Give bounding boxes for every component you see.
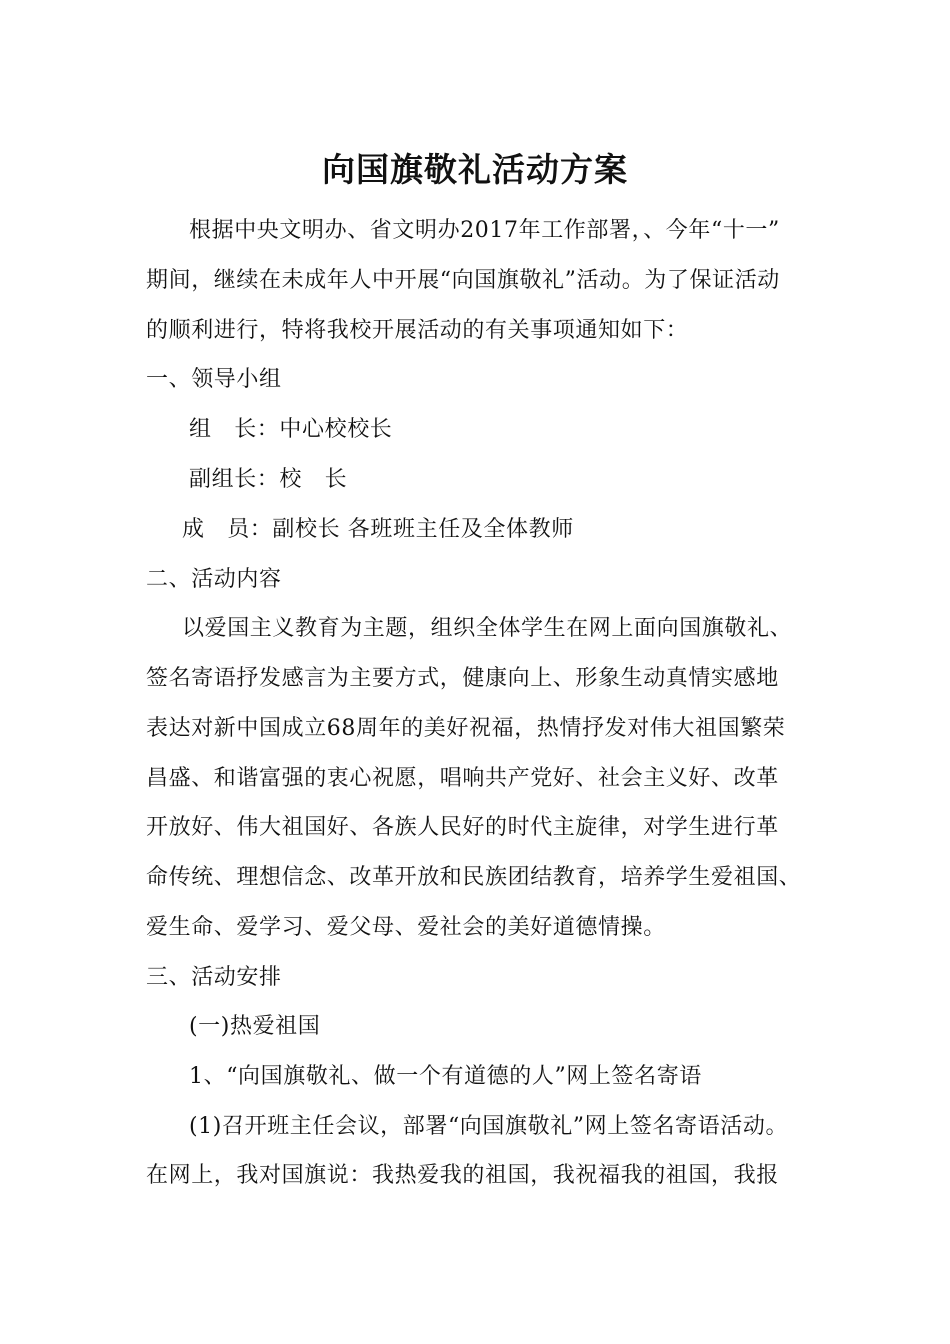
paragraph-line: 期间，继续在未成年人中开展“向国旗敬礼”活动。为了保证活动 — [146, 268, 780, 293]
list-item: 副组长：校 长 — [189, 467, 348, 492]
subsection-heading: (一)热爱祖国 — [189, 1014, 321, 1039]
subsection-heading: 1、“向国旗敬礼、做一个有道德的人”网上签名寄语 — [189, 1064, 702, 1089]
paragraph-line: 的顺利进行，特将我校开展活动的有关事项通知如下： — [146, 318, 689, 343]
paragraph-line: 表达对新中国成立68周年的美好祝福，热情抒发对伟大祖国繁荣 — [146, 716, 786, 741]
paragraph-line: 昌盛、和谐富强的衷心祝愿，唱响共产党好、社会主义好、改革 — [146, 766, 779, 791]
list-item: 组 长：中心校校长 — [189, 417, 393, 442]
paragraph-line: 命传统、理想信念、改革开放和民族团结教育，培养学生爱祖国、 — [146, 865, 802, 890]
paragraph-line: 签名寄语抒发感言为主要方式，健康向上、形象生动真情实感地 — [146, 666, 779, 691]
paragraph-line: 在网上，我对国旗说：我热爱我的祖国，我祝福我的祖国，我报 — [146, 1163, 779, 1188]
paragraph-line: 根据中央文明办、省文明办2017年工作部署，、今年“十一” — [189, 218, 780, 243]
paragraph-line: 以爱国主义教育为主题，组织全体学生在网上面向国旗敬礼、 — [182, 616, 793, 641]
section-heading: 三、活动安排 — [146, 965, 282, 990]
paragraph-line: 开放好、伟大祖国好、各族人民好的时代主旋律，对学生进行革 — [146, 815, 779, 840]
list-item: 成 员：副校长 各班班主任及全体教师 — [182, 517, 574, 542]
document-title: 向国旗敬礼活动方案 — [322, 150, 628, 189]
paragraph-line: (1)召开班主任会议，部署“向国旗敬礼”网上签名寄语活动。 — [189, 1114, 789, 1139]
section-heading: 二、活动内容 — [146, 567, 282, 592]
section-heading: 一、领导小组 — [146, 367, 282, 392]
paragraph-line: 爱生命、爱学习、爱父母、爱社会的美好道德情操。 — [146, 915, 666, 940]
